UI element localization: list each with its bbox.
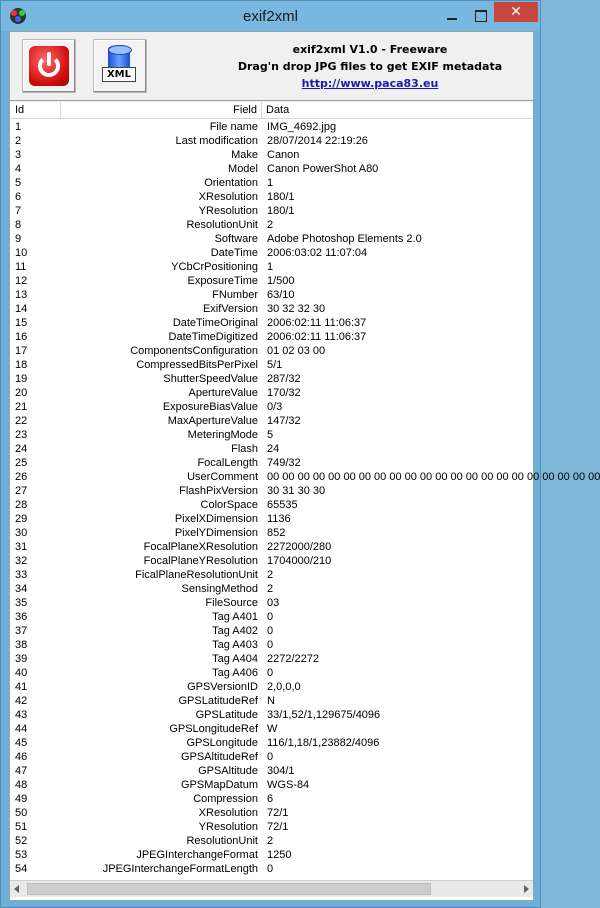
scroll-left-icon[interactable] [14, 885, 19, 893]
row-field: ResolutionUnit [186, 835, 258, 847]
row-field: GPSMapDatum [180, 779, 258, 791]
row-field: Tag A406 [212, 667, 258, 679]
row-id: 41 [15, 681, 28, 693]
row-data: 5 [267, 429, 274, 441]
row-field: ExposureBiasValue [162, 401, 258, 413]
row-field: CompressedBitsPerPixel [136, 359, 258, 371]
table-row[interactable] [10, 134, 533, 148]
row-data: 2006:02:11 11:06:37 [267, 317, 367, 329]
column-header-id[interactable]: Id [10, 102, 61, 119]
row-data: 01 02 03 00 [267, 345, 326, 357]
row-field: Tag A403 [212, 639, 258, 651]
row-data: 1 [267, 261, 274, 273]
table-row[interactable] [10, 372, 533, 386]
row-data: 03 [267, 597, 280, 609]
row-field: Tag A402 [212, 625, 258, 637]
row-field: Tag A404 [212, 653, 258, 665]
row-data: 1704000/210 [267, 555, 332, 567]
row-id: 31 [15, 541, 28, 553]
row-data: 1136 [267, 513, 291, 525]
row-data: W [267, 723, 278, 735]
row-data: IMG_4692.jpg [267, 121, 337, 133]
row-field: ShutterSpeedValue [163, 373, 258, 385]
website-link[interactable]: http://www.paca83.eu [301, 77, 439, 90]
close-button[interactable]: ✕ [494, 2, 538, 22]
row-data: 147/32 [267, 415, 301, 427]
row-id: 26 [15, 471, 28, 483]
table-row[interactable] [10, 806, 533, 820]
row-data: 5/1 [267, 359, 283, 371]
row-field: UserComment [187, 471, 258, 483]
table-row[interactable] [10, 596, 533, 610]
row-data: 6 [267, 793, 274, 805]
row-id: 19 [15, 373, 28, 385]
table-row[interactable] [10, 484, 533, 498]
table-row[interactable] [10, 638, 533, 652]
toolbar [10, 32, 533, 101]
row-data: 24 [267, 443, 280, 455]
row-id: 6 [15, 191, 22, 203]
table-row[interactable] [10, 624, 533, 638]
row-data: 0 [267, 611, 274, 623]
row-id: 46 [15, 751, 28, 763]
row-data: 2 [267, 583, 274, 595]
table-row[interactable] [10, 386, 533, 400]
row-field: FocalPlaneYResolution [143, 555, 258, 567]
row-field: Last modification [175, 135, 258, 147]
row-field: GPSVersionID [187, 681, 258, 693]
row-field: DateTime [210, 247, 258, 259]
table-row[interactable] [10, 218, 533, 232]
horizontal-scrollbar[interactable] [10, 880, 533, 897]
row-field: Orientation [204, 177, 258, 189]
row-id: 52 [15, 835, 28, 847]
row-data: 2 [267, 219, 274, 231]
row-field: GPSAltitude [198, 765, 258, 777]
row-id: 2 [15, 135, 22, 147]
row-id: 40 [15, 667, 28, 679]
row-id: 12 [15, 275, 28, 287]
row-id: 8 [15, 219, 22, 231]
row-id: 54 [15, 863, 28, 875]
row-data: 1250 [267, 849, 292, 861]
table-row[interactable] [10, 176, 533, 190]
row-id: 20 [15, 387, 28, 399]
row-field: MaxApertureValue [167, 415, 258, 427]
list-rows [10, 120, 600, 876]
row-field: JPEGInterchangeFormat [136, 849, 258, 861]
table-row[interactable] [10, 722, 533, 736]
row-id: 33 [15, 569, 28, 581]
row-id: 29 [15, 513, 28, 525]
table-row[interactable] [10, 246, 533, 260]
row-id: 4 [15, 163, 22, 175]
row-field: Compression [193, 793, 258, 805]
row-data: 0 [267, 863, 274, 875]
row-id: 17 [15, 345, 28, 357]
row-data: 116/1,18/1,23882/4096 [267, 737, 380, 749]
table-row[interactable] [10, 526, 533, 540]
row-data: Canon PowerShot A80 [267, 163, 379, 175]
table-row[interactable] [10, 344, 533, 358]
row-data: 2272000/280 [267, 541, 332, 553]
row-id: 49 [15, 793, 28, 805]
row-field: ResolutionUnit [186, 219, 258, 231]
row-field: XResolution [198, 807, 258, 819]
row-data: WGS-84 [267, 779, 310, 791]
row-field: SensingMethod [181, 583, 258, 595]
instructions-text: Drag'n drop JPG files to get EXIF metadata [237, 60, 503, 73]
row-data: 1 [267, 177, 274, 189]
row-id: 39 [15, 653, 28, 665]
row-data: 180/1 [267, 191, 295, 203]
row-id: 42 [15, 695, 28, 707]
row-field: PixelYDimension [174, 527, 258, 539]
table-row[interactable] [10, 260, 533, 274]
row-data: 2 [267, 569, 274, 581]
row-field: YResolution [198, 821, 258, 833]
row-data: 0 [267, 639, 274, 651]
table-row[interactable] [10, 316, 533, 330]
row-data: 30 31 30 30 [267, 485, 326, 497]
scroll-right-icon[interactable] [524, 885, 529, 893]
row-field: DateTimeOriginal [172, 317, 258, 329]
row-field: YCbCrPositioning [171, 261, 258, 273]
row-field: ComponentsConfiguration [130, 345, 258, 357]
table-row[interactable] [10, 764, 533, 778]
maximize-button[interactable] [466, 5, 494, 25]
table-row[interactable] [10, 610, 533, 624]
row-field: ExposureTime [187, 275, 258, 287]
list-header [10, 102, 533, 119]
row-id: 15 [15, 317, 28, 329]
row-field: DateTimeDigitized [168, 331, 258, 343]
row-id: 53 [15, 849, 28, 861]
table-row[interactable] [10, 680, 533, 694]
title-bar[interactable] [1, 1, 540, 31]
table-row[interactable] [10, 792, 533, 806]
table-row[interactable] [10, 330, 533, 344]
row-data: 304/1 [267, 765, 295, 777]
table-row[interactable] [10, 666, 533, 680]
row-id: 30 [15, 527, 28, 539]
row-field: ExifVersion [202, 303, 258, 315]
row-id: 25 [15, 457, 28, 469]
table-row[interactable] [10, 778, 533, 792]
table-row[interactable] [10, 862, 533, 876]
row-id: 1 [15, 121, 22, 133]
table-row[interactable] [10, 554, 533, 568]
table-row[interactable] [10, 750, 533, 764]
row-id: 13 [15, 289, 28, 301]
row-data: 749/32 [267, 457, 301, 469]
row-id: 5 [15, 177, 22, 189]
row-data: 852 [267, 527, 286, 539]
row-field: Model [228, 163, 258, 175]
row-field: GPSLongitude [186, 737, 258, 749]
power-button[interactable] [22, 39, 76, 93]
row-id: 28 [15, 499, 28, 511]
row-data: Canon [267, 149, 300, 161]
row-data: 0/3 [267, 401, 283, 413]
row-data: 2006:03:02 11:07:04 [267, 247, 368, 259]
table-row[interactable] [10, 162, 533, 176]
row-id: 44 [15, 723, 28, 735]
row-id: 32 [15, 555, 28, 567]
header-info [220, 41, 520, 92]
row-data: 33/1,52/1,129675/4096 [267, 709, 381, 721]
row-id: 18 [15, 359, 28, 371]
row-id: 3 [15, 149, 22, 161]
window-title: exif2xml [242, 8, 298, 25]
row-id: 47 [15, 765, 28, 777]
row-field: XResolution [198, 191, 258, 203]
row-field: FocalPlaneXResolution [143, 541, 258, 553]
row-id: 34 [15, 583, 28, 595]
row-data: 28/07/2014 22:19:26 [267, 135, 368, 147]
xml-export-button[interactable] [93, 39, 147, 93]
table-row[interactable] [10, 414, 533, 428]
row-data: 180/1 [267, 205, 295, 217]
row-field: GPSLatitude [195, 709, 258, 721]
table-row[interactable] [10, 442, 533, 456]
row-field: PixelXDimension [174, 513, 258, 525]
row-field: FlashPixVersion [179, 485, 258, 497]
row-field: FNumber [212, 289, 258, 301]
row-id: 16 [15, 331, 28, 343]
row-id: 21 [15, 401, 28, 413]
table-row[interactable] [10, 834, 533, 848]
table-row[interactable] [10, 274, 533, 288]
row-field: GPSAltitudeRef [180, 751, 258, 763]
xml-icon-label: XML [102, 67, 136, 82]
row-data: 1/500 [267, 275, 295, 287]
table-row[interactable] [10, 232, 533, 246]
row-field: JPEGInterchangeFormatLength [102, 863, 258, 875]
table-row[interactable] [10, 470, 600, 484]
table-row[interactable] [10, 358, 533, 372]
row-data: 00 00 00 00 00 00 00 00 00 00 00 00 00 00 00 00 00 00 00 00 00 00 [267, 471, 600, 483]
row-field: GPSLatitudeRef [178, 695, 258, 707]
row-field: Software [214, 233, 258, 245]
row-id: 36 [15, 611, 28, 623]
row-id: 10 [15, 247, 28, 259]
table-row[interactable] [10, 498, 533, 512]
table-row[interactable] [10, 400, 533, 414]
minimize-button[interactable] [438, 5, 466, 25]
table-row[interactable] [10, 120, 533, 134]
row-id: 45 [15, 737, 28, 749]
column-header-field[interactable]: Field [61, 102, 262, 119]
row-data: 287/32 [267, 373, 301, 385]
row-id: 43 [15, 709, 28, 721]
table-row[interactable] [10, 694, 533, 708]
row-data: 0 [267, 667, 274, 679]
row-id: 24 [15, 443, 28, 455]
table-row[interactable] [10, 708, 533, 722]
row-data: 63/10 [267, 289, 295, 301]
table-row[interactable] [10, 288, 533, 302]
row-id: 23 [15, 429, 28, 441]
row-field: FocalLength [197, 457, 258, 469]
row-field: FileSource [205, 597, 258, 609]
row-field: ColorSpace [200, 499, 258, 511]
table-row[interactable] [10, 540, 533, 554]
table-row[interactable] [10, 848, 533, 862]
row-data: N [267, 695, 275, 707]
row-id: 11 [15, 261, 27, 273]
row-field: File name [209, 121, 258, 133]
table-row[interactable] [10, 652, 533, 666]
metadata-list[interactable] [10, 102, 600, 900]
power-icon [29, 46, 69, 86]
table-row[interactable] [10, 582, 533, 596]
table-row[interactable] [10, 820, 533, 834]
row-id: 51 [15, 821, 28, 833]
row-data: 2272/2272 [267, 653, 319, 665]
row-id: 9 [15, 233, 22, 245]
row-data: 30 32 32 30 [267, 303, 326, 315]
row-id: 7 [15, 205, 22, 217]
table-row[interactable] [10, 190, 533, 204]
table-row[interactable] [10, 456, 533, 470]
table-row[interactable] [10, 568, 533, 582]
row-data: 65535 [267, 499, 298, 511]
table-row[interactable] [10, 302, 533, 316]
row-field: GPSLongitudeRef [169, 723, 258, 735]
row-id: 50 [15, 807, 28, 819]
row-data: 72/1 [267, 807, 289, 819]
table-row[interactable] [10, 736, 533, 750]
row-field: Flash [231, 443, 258, 455]
row-data: 2006:02:11 11:06:37 [267, 331, 367, 343]
row-data: 2,0,0,0 [267, 681, 301, 693]
table-row[interactable] [10, 512, 533, 526]
row-data: Adobe Photoshop Elements 2.0 [267, 233, 422, 245]
app-version-title: exif2xml V1.0 - Freeware [292, 43, 448, 56]
column-header-data[interactable]: Data [266, 104, 290, 116]
row-id: 35 [15, 597, 28, 609]
table-row[interactable] [10, 148, 533, 162]
client-area [9, 31, 600, 901]
row-field: MeteringMode [187, 429, 258, 441]
row-data: 0 [267, 751, 274, 763]
row-id: 37 [15, 625, 28, 637]
row-field: Make [231, 149, 258, 161]
row-field: YResolution [198, 205, 258, 217]
table-row[interactable] [10, 204, 533, 218]
row-id: 22 [15, 415, 28, 427]
table-row[interactable] [10, 428, 533, 442]
scrollbar-thumb[interactable] [27, 883, 431, 895]
row-id: 27 [15, 485, 28, 497]
row-data: 170/32 [267, 387, 301, 399]
row-id: 38 [15, 639, 28, 651]
row-data: 2 [267, 835, 274, 847]
row-id: 48 [15, 779, 28, 791]
row-field: FicalPlaneResolutionUnit [135, 569, 258, 581]
row-data: 0 [267, 625, 274, 637]
row-data: 72/1 [267, 821, 289, 833]
row-field: Tag A401 [212, 611, 258, 623]
row-id: 14 [15, 303, 28, 315]
row-field: ApertureValue [188, 387, 258, 399]
